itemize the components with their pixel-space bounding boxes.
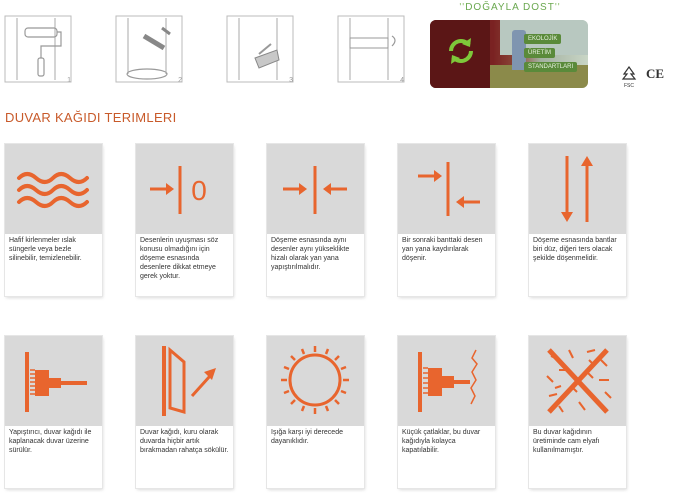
peel-off-icon: [136, 336, 233, 426]
term-description: Duvar kağıdı, kuru olarak duvarda hiçbir artık bırakmadan rahatça sökülür.: [140, 429, 229, 454]
eco-banner: [430, 0, 590, 92]
term-description: Desenlerin uyuşması söz konusu olmadığını için döşeme esnasında desenlere dikkat etmeye gerek yoktur.: [140, 237, 219, 280]
eco-title: ''DOĞAYLA DOST'': [459, 2, 561, 13]
term-card: [136, 336, 233, 488]
step-number: 1: [67, 77, 71, 84]
recycle-icon: [444, 34, 478, 68]
no-glass-fiber-icon: [529, 336, 626, 426]
step-number: 3: [289, 77, 293, 84]
section-title: DUVAR KAĞIDI TERIMLERI: [5, 110, 177, 125]
eco-tag: STANDARTLARI: [524, 62, 577, 72]
term-description: Hafif kirlenmeler ıslak süngerle veya bezle silinebilir, temizlenebilir.: [9, 237, 82, 262]
term-card: [398, 336, 495, 488]
svg-text:0: 0: [191, 175, 207, 206]
term-description: Döşeme esnasında aynı desenler aynı yükseklikte hizalı olarak yan yana yapıştırılmalıdır.: [271, 237, 350, 271]
paint-roller-icon: [3, 14, 73, 84]
term-card: [267, 144, 364, 296]
paste-on-wall-icon: [5, 336, 102, 426]
sun-icon: [267, 336, 364, 426]
step-1: [3, 14, 73, 84]
eco-tag: ÜRETİM: [524, 48, 555, 58]
arrow-line-zero-icon: [136, 144, 233, 234]
step-4: [336, 14, 406, 84]
term-card: [529, 336, 626, 488]
eco-photo: [430, 20, 588, 88]
term-description: Bir sonraki banttaki desen yan yana kaydırılarak döşenir.: [402, 237, 483, 262]
cutting-edge-icon: [336, 14, 406, 84]
term-card: [398, 144, 495, 296]
step-number: 2: [178, 77, 182, 84]
step-number: 4: [400, 77, 404, 84]
spatula-smoothing-icon: [225, 14, 295, 84]
term-card: [136, 144, 233, 296]
step-2: [114, 14, 184, 84]
svg-text:FSC: FSC: [624, 83, 634, 88]
wavy-lines-icon: [5, 144, 102, 234]
brush-paste-icon: [114, 14, 184, 84]
arrows-to-line-icon: [267, 144, 364, 234]
term-card: [5, 144, 102, 296]
offset-arrows-icon: [398, 144, 495, 234]
term-description: Yapıştırıcı, duvar kağıdı ile kaplanacak duvar üzerine sürülür.: [9, 429, 92, 454]
term-card: [267, 336, 364, 488]
ce-mark: CE: [646, 66, 665, 81]
step-3: [225, 14, 295, 84]
crack-bridging-icon: [398, 336, 495, 426]
term-description: Küçük çatlaklar, bu duvar kağıdıyla kolayca kapatılabilir.: [402, 429, 481, 454]
up-down-arrows-icon: [529, 144, 626, 234]
eco-tag: EKOLOJİK: [524, 34, 561, 44]
term-card: [5, 336, 102, 488]
fsc-logo-icon: [620, 66, 638, 88]
term-description: Döşeme esnasında bantlar biri düz, diğeri ters olacak şekilde döşenmelidir.: [533, 237, 617, 262]
term-description: Bu duvar kağıdının üretiminde cam elyafı kullanılmamıştır.: [533, 429, 600, 454]
term-card: [529, 144, 626, 296]
term-description: Işığa karşı iyi derecede dayanıklıdır.: [271, 429, 343, 445]
